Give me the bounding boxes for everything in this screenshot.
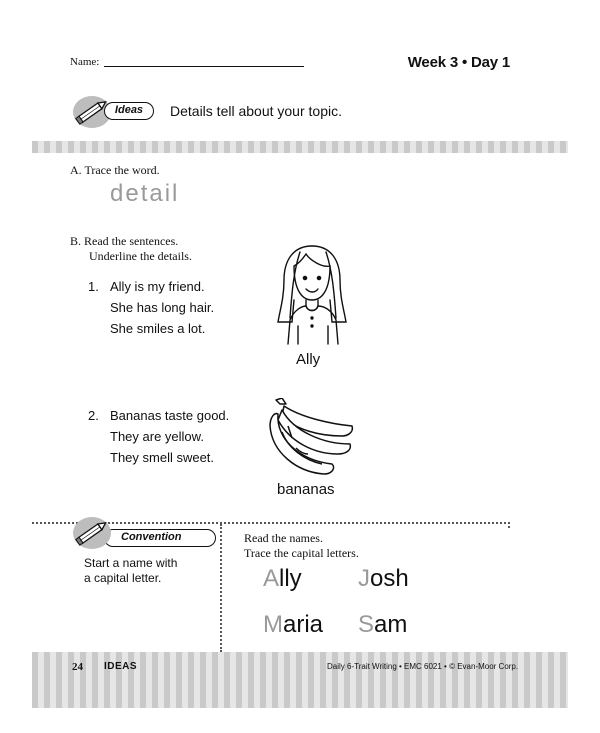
name-rest: lly bbox=[279, 565, 302, 592]
trace-name-maria[interactable] bbox=[263, 611, 323, 639]
trait-tag: Ideas bbox=[104, 102, 154, 120]
name-label: Name: bbox=[70, 56, 100, 68]
footer-category: IDEAS bbox=[104, 661, 138, 672]
section-b-line2: Underline the details. bbox=[89, 249, 192, 263]
convention-rule-line2: a capital letter. bbox=[84, 571, 162, 585]
item-number: 1. bbox=[88, 279, 99, 294]
sentence[interactable]: Bananas taste good. bbox=[110, 408, 230, 423]
capital-letter[interactable]: S bbox=[358, 611, 375, 638]
week-day-title: Week 3 • Day 1 bbox=[407, 54, 510, 71]
item-number: 2. bbox=[88, 408, 99, 423]
convention-instruction bbox=[244, 531, 359, 561]
page-number: 24 bbox=[72, 661, 83, 673]
bananas-drawing-icon bbox=[262, 398, 358, 478]
name-rest: aria bbox=[283, 611, 324, 638]
dotted-divider bbox=[508, 522, 510, 528]
picture-label: bananas bbox=[277, 481, 335, 498]
list-item bbox=[88, 276, 214, 339]
footer-credit: Daily 6-Trait Writing • EMC 6021 • © Evan-Moor Corp. bbox=[327, 662, 519, 671]
capital-letter[interactable]: J bbox=[358, 565, 370, 592]
name-field-line[interactable] bbox=[104, 66, 304, 67]
list-item bbox=[88, 405, 229, 468]
pencil-icon bbox=[70, 515, 114, 551]
sentence[interactable]: They smell sweet. bbox=[110, 450, 215, 465]
name-rest: am bbox=[374, 611, 408, 638]
sentence[interactable]: She has long hair. bbox=[110, 300, 215, 315]
name-rest: osh bbox=[370, 565, 409, 592]
capital-letter[interactable]: A bbox=[263, 565, 280, 592]
trace-name-josh[interactable] bbox=[358, 565, 409, 593]
trace-name-sam[interactable] bbox=[358, 611, 407, 639]
dotted-divider bbox=[220, 524, 222, 652]
trait-description: Details tell about your topic. bbox=[170, 103, 342, 119]
sentence[interactable]: She smiles a lot. bbox=[110, 321, 206, 336]
sentence[interactable]: Ally is my friend. bbox=[110, 279, 205, 294]
trace-word[interactable]: detail bbox=[110, 180, 180, 207]
section-b-instruction bbox=[70, 234, 192, 264]
convention-rule-line1: Start a name with bbox=[84, 556, 178, 570]
capital-letter[interactable]: M bbox=[263, 611, 283, 638]
divider-band bbox=[32, 141, 568, 153]
section-b-line1: B. Read the sentences. bbox=[70, 234, 179, 248]
trace-name-ally[interactable] bbox=[263, 565, 302, 593]
picture-label: Ally bbox=[296, 351, 321, 368]
convention-tag: Convention bbox=[104, 529, 216, 547]
convention-instruction-line2: Trace the capital letters. bbox=[244, 546, 359, 560]
convention-instruction-line1: Read the names. bbox=[244, 531, 323, 545]
girl-drawing-icon bbox=[270, 240, 354, 346]
section-a-instruction: A. Trace the word. bbox=[70, 163, 160, 177]
sentence[interactable]: They are yellow. bbox=[110, 429, 204, 444]
convention-rule bbox=[84, 556, 177, 586]
